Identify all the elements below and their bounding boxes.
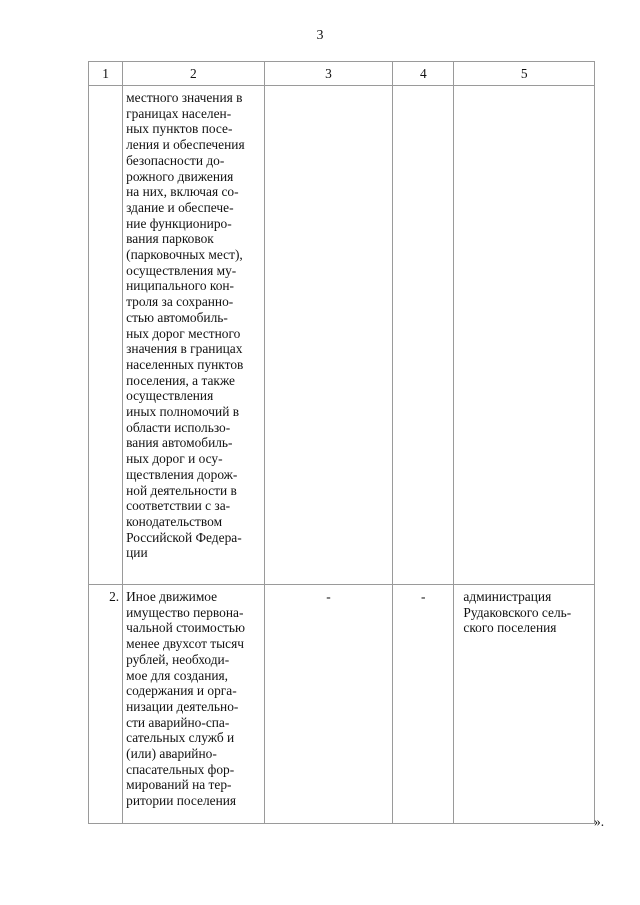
property-table	[88, 61, 595, 824]
column-3-cell	[264, 585, 393, 824]
column-5-cell	[454, 86, 595, 585]
property-name-cell	[123, 585, 265, 824]
column-header-4: 4	[393, 62, 454, 86]
table-row	[89, 585, 595, 824]
column-header-1: 1	[89, 62, 123, 86]
row-number-cell	[89, 86, 123, 585]
header-row	[89, 62, 595, 86]
column-5-cell	[454, 585, 595, 824]
row-number-cell	[89, 585, 123, 824]
column-3-text: -	[326, 589, 331, 604]
column-header-2: 2	[123, 62, 265, 86]
row-number-text: 2.	[109, 589, 120, 604]
owner-text: администрация Рудаковского сель- ского поселения	[463, 589, 572, 636]
column-3-cell	[264, 86, 393, 585]
column-4-cell	[393, 585, 454, 824]
page-number: 3	[316, 28, 324, 43]
closing-quote-mark: ».	[594, 814, 605, 829]
column-4-text: -	[421, 589, 426, 604]
property-name-cell	[123, 86, 265, 585]
table-row	[89, 86, 595, 585]
property-name-text: Иное движимое имущество первона- чальной стоимостью менее двухсот тысяч рублей, необходи- мое для создания, содержания и орга- низации деятельно- сти аварийно-спа- сательных служб и (или) аварийно- спасательных фор- мирований на тер- ритории поселения	[126, 589, 245, 809]
column-header-3: 3	[264, 62, 393, 86]
column-4-cell	[393, 86, 454, 585]
column-header-5: 5	[454, 62, 595, 86]
property-name-text: местного значения в границах населен- ных пунктов посе- ления и обеспечения безопасности до- рожного движения на них, включая со- здание и обеспече- ние функциониро- вания парковок (парковочных мест), осуществления му- ниципального кон- троля за сохранно- стью автомобиль- ных дорог местного значения в границах населенных пунктов поселения, а также осуществления иных полномочий в области использо- вания автомобиль- ных дорог и осу- ществления дорож- ной деятельности в соответствии с за- конодательством Российской Федера- ции	[126, 90, 245, 561]
